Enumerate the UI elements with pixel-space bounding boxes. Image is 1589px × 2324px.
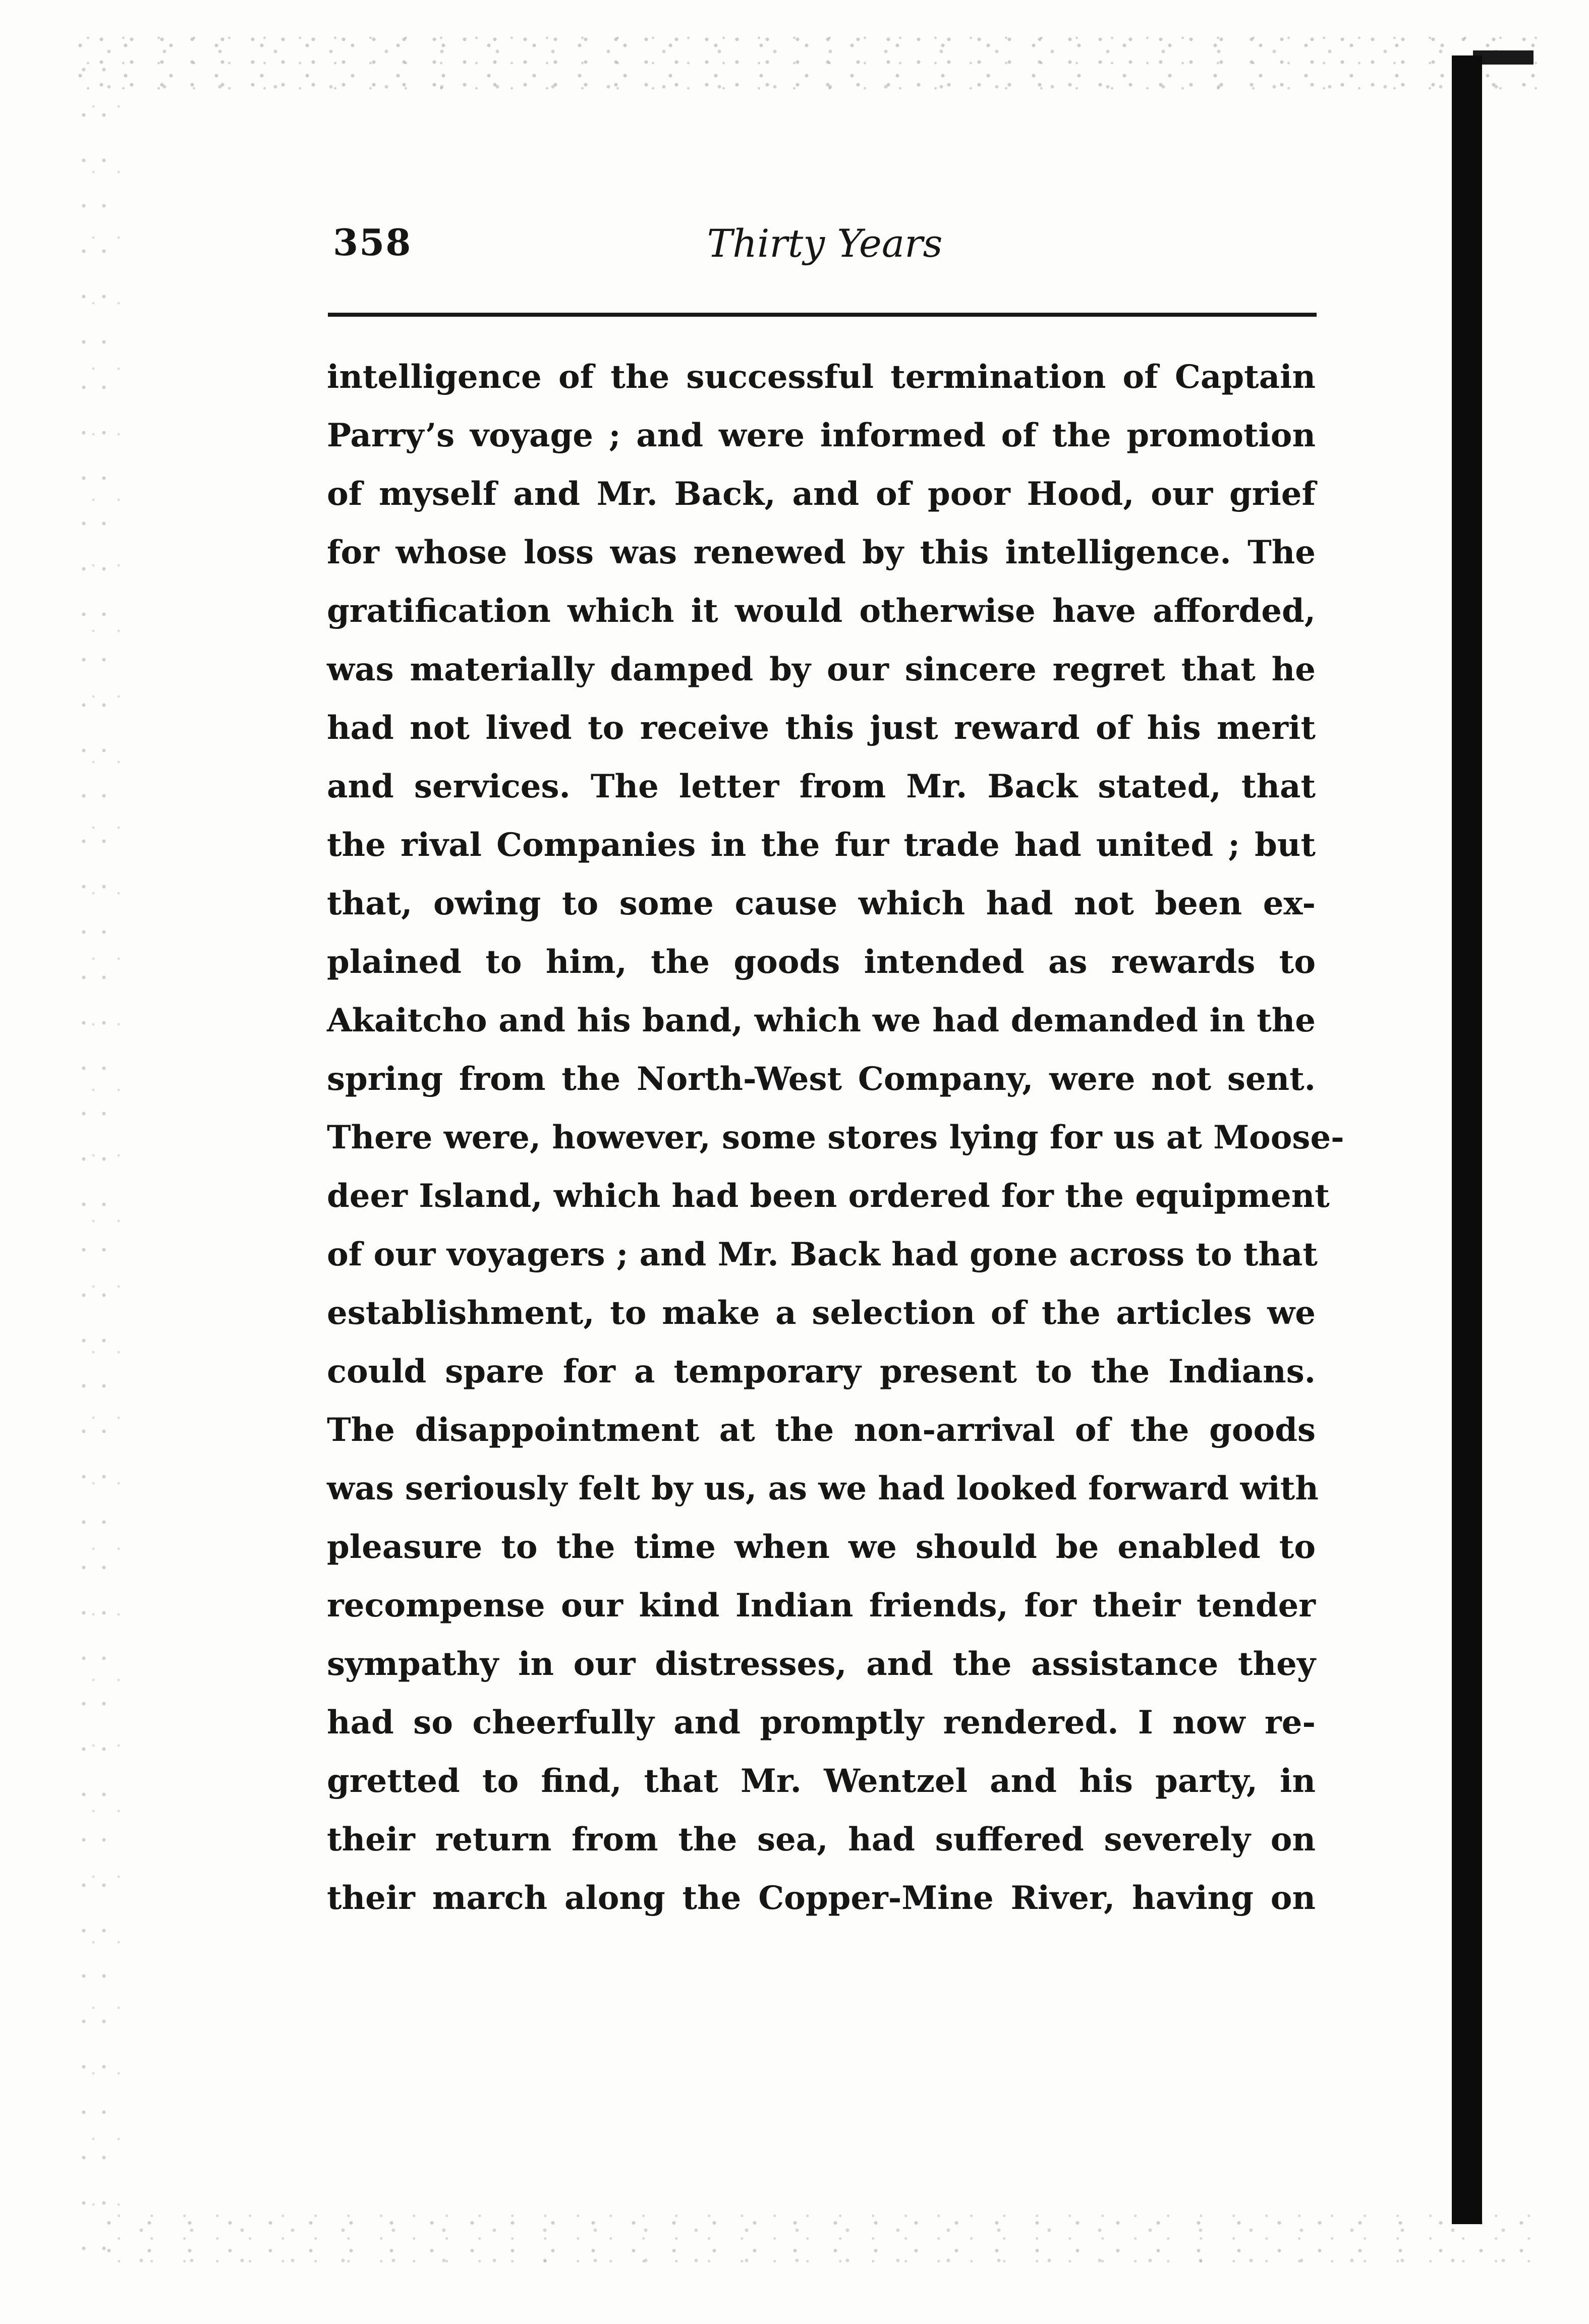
text-line: plained to him, the goods intended as rewards to xyxy=(327,943,1316,981)
text-line: gretted to find, that Mr. Wentzel and his party, in xyxy=(327,1762,1316,1800)
text-line: was materially damped by our sincere regret that he xyxy=(327,651,1316,688)
scan-noise-top xyxy=(76,30,1539,101)
text-line: gratification which it would otherwise have afforded, xyxy=(327,592,1316,630)
text-line: There were, however, some stores lying for us at Moose- xyxy=(327,1119,1344,1156)
binding-edge xyxy=(1452,55,1482,2224)
text-line: their march along the Copper-Mine River, having on xyxy=(327,1879,1316,1917)
text-line: and services. The letter from Mr. Back stated, that xyxy=(327,768,1316,805)
scan-noise-bottom xyxy=(101,2209,1539,2270)
text-line: had so cheerfully and promptly rendered. I now re- xyxy=(327,1704,1316,1741)
text-line: intelligence of the successful termination of Captain xyxy=(327,358,1316,396)
binding-edge-top xyxy=(1473,50,1534,65)
text-line: that, owing to some cause which had not been ex- xyxy=(327,885,1316,922)
text-line: The disappointment at the non-arrival of the goods xyxy=(327,1411,1316,1449)
text-line: of our voyagers ; and Mr. Back had gone across to that xyxy=(327,1236,1318,1273)
text-line: Parry’s voyage ; and were informed of the promotion xyxy=(327,417,1316,454)
text-line: their return from the sea, had suffered severely on xyxy=(327,1821,1316,1858)
text-line: recompense our kind Indian friends, for their tender xyxy=(327,1587,1316,1624)
running-head: Thirty Years xyxy=(707,221,943,266)
page-number: 358 xyxy=(333,221,412,264)
text-line: for whose loss was renewed by this intelligence. The xyxy=(327,534,1316,571)
body-text xyxy=(327,348,1344,1928)
text-line: sympathy in our distresses, and the assistance they xyxy=(327,1645,1316,1683)
text-line: pleasure to the time when we should be enabled to xyxy=(327,1528,1316,1566)
text-line: Akaitcho and his band, which we had demanded in the xyxy=(327,1002,1316,1039)
text-line: of myself and Mr. Back, and of poor Hood, our grief xyxy=(327,475,1316,513)
scan-noise-left xyxy=(76,61,121,2259)
text-line: could spare for a temporary present to the Indians. xyxy=(327,1353,1316,1390)
page-header xyxy=(333,212,1317,272)
text-line: deer Island, which had been ordered for the equipment xyxy=(327,1177,1330,1215)
text-line: spring from the North-West Company, were not sent. xyxy=(327,1060,1316,1098)
text-line: was seriously felt by us, as we had looked forward with xyxy=(327,1470,1319,1507)
text-line: the rival Companies in the fur trade had united ; but xyxy=(327,826,1316,864)
text-line: had not lived to receive this just reward of his merit xyxy=(327,709,1316,747)
header-rule xyxy=(328,313,1317,317)
text-line: establishment, to make a selection of the articles we xyxy=(327,1294,1316,1332)
